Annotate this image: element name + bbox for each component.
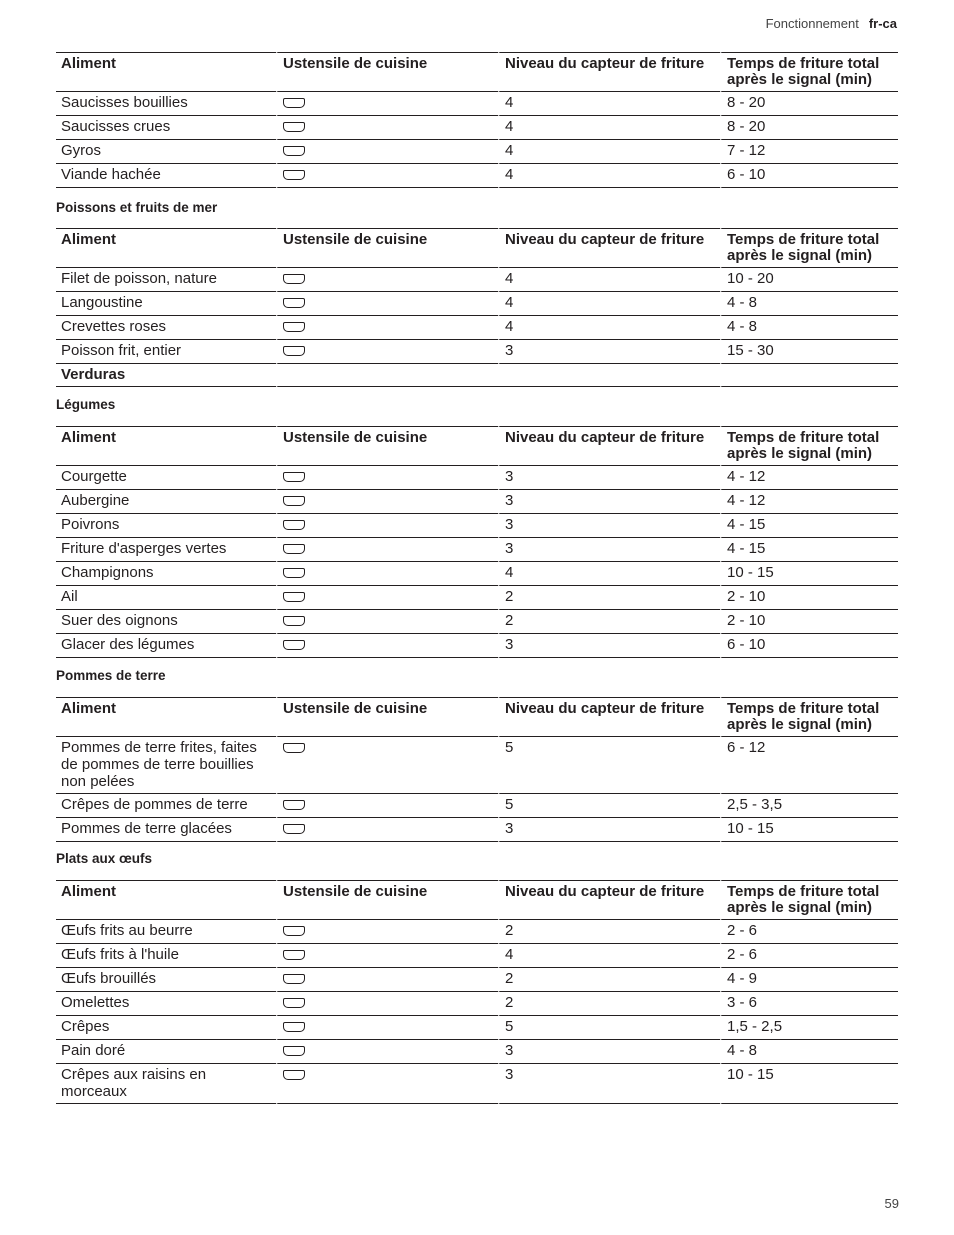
sensor-level-cell: 3: [498, 1040, 720, 1064]
column-header-time: Temps de friture total après le signal (min): [720, 228, 898, 268]
utensil-cell: [276, 490, 498, 514]
frying-time-cell: 6 - 10: [720, 634, 898, 658]
sensor-level-cell: 2: [498, 586, 720, 610]
sensor-level-cell: 4: [498, 562, 720, 586]
table-row: [56, 1064, 898, 1104]
food-cell: Gyros: [56, 140, 276, 164]
frying-pan-icon: [283, 568, 305, 578]
frying-pan-icon: [283, 592, 305, 602]
food-cell: Crêpes de pommes de terre: [56, 794, 276, 818]
column-header-time: Temps de friture total après le signal (min): [720, 426, 898, 466]
sensor-level-cell: 2: [498, 992, 720, 1016]
table-row: [56, 1040, 898, 1064]
column-header-food: Aliment: [56, 426, 276, 466]
section-title: Poissons et fruits de mer: [56, 200, 218, 215]
sensor-level-cell: 3: [498, 466, 720, 490]
column-header-level: Niveau du capteur de friture: [498, 880, 720, 920]
utensil-cell: [276, 466, 498, 490]
food-cell: Saucisses bouillies: [56, 92, 276, 116]
frying-pan-icon: [283, 998, 305, 1008]
utensil-cell: [276, 340, 498, 364]
frying-pan-icon: [283, 950, 305, 960]
column-header-utensil: Ustensile de cuisine: [276, 880, 498, 920]
column-header-level: Niveau du capteur de friture: [498, 426, 720, 466]
food-cell: Viande hachée: [56, 164, 276, 188]
food-cell: Pommes de terre glacées: [56, 818, 276, 842]
table-row: [56, 1016, 898, 1040]
table-subhead-row: [56, 364, 898, 387]
sensor-level-cell: 3: [498, 634, 720, 658]
table-row: [56, 586, 898, 610]
utensil-cell: [276, 292, 498, 316]
section-title: Pommes de terre: [56, 668, 166, 683]
utensil-cell: [276, 992, 498, 1016]
frying-pan-icon: [283, 616, 305, 626]
utensil-cell: [276, 562, 498, 586]
column-header-time: Temps de friture total après le signal (min): [720, 697, 898, 737]
utensil-cell: [276, 1064, 498, 1104]
frying-time-cell: 2,5 - 3,5: [720, 794, 898, 818]
column-header-food: Aliment: [56, 880, 276, 920]
food-cell: Pommes de terre frites, faites de pommes de terre bouillies non pelées: [56, 737, 276, 794]
sensor-level-cell: 3: [498, 490, 720, 514]
utensil-cell: [276, 164, 498, 188]
cooking-table: [56, 228, 898, 387]
sensor-level-cell: 4: [498, 316, 720, 340]
cooking-table: [56, 52, 898, 188]
frying-time-cell: 2 - 10: [720, 586, 898, 610]
food-cell: Crevettes roses: [56, 316, 276, 340]
cooking-table: [56, 426, 898, 658]
frying-pan-icon: [283, 974, 305, 984]
sensor-level-cell: 3: [498, 818, 720, 842]
section-title: Plats aux œufs: [56, 851, 153, 866]
table-header-row: [56, 880, 898, 920]
frying-pan-icon: [283, 1022, 305, 1032]
frying-time-cell: 10 - 20: [720, 268, 898, 292]
utensil-cell: [276, 116, 498, 140]
utensil-cell: [276, 944, 498, 968]
food-cell: Œufs frits au beurre: [56, 920, 276, 944]
frying-time-cell: 10 - 15: [720, 1064, 898, 1104]
table-row: [56, 634, 898, 658]
column-header-utensil: Ustensile de cuisine: [276, 426, 498, 466]
sensor-level-cell: 5: [498, 1016, 720, 1040]
frying-pan-icon: [283, 472, 305, 482]
sensor-level-cell: 4: [498, 164, 720, 188]
frying-pan-icon: [283, 170, 305, 180]
table-row: [56, 268, 898, 292]
frying-pan-icon: [283, 346, 305, 356]
table-header-row: [56, 697, 898, 737]
sensor-level-cell: 4: [498, 292, 720, 316]
frying-pan-icon: [283, 146, 305, 156]
food-cell: Crêpes: [56, 1016, 276, 1040]
frying-time-cell: 2 - 6: [720, 920, 898, 944]
frying-time-cell: 2 - 10: [720, 610, 898, 634]
frying-time-cell: 4 - 8: [720, 316, 898, 340]
utensil-cell: [276, 538, 498, 562]
column-header-time: Temps de friture total après le signal (min): [720, 52, 898, 92]
sensor-level-cell: 3: [498, 514, 720, 538]
sensor-level-cell: 4: [498, 92, 720, 116]
food-cell: Langoustine: [56, 292, 276, 316]
frying-time-cell: 7 - 12: [720, 140, 898, 164]
column-header-utensil: Ustensile de cuisine: [276, 228, 498, 268]
table-row: [56, 116, 898, 140]
food-cell: Pain doré: [56, 1040, 276, 1064]
frying-time-cell: 15 - 30: [720, 340, 898, 364]
table-row: [56, 466, 898, 490]
utensil-cell: [276, 1016, 498, 1040]
frying-time-cell: 8 - 20: [720, 116, 898, 140]
utensil-cell: [276, 968, 498, 992]
utensil-cell: [276, 92, 498, 116]
column-header-level: Niveau du capteur de friture: [498, 228, 720, 268]
page-number: 59: [884, 1196, 899, 1211]
frying-pan-icon: [283, 1070, 305, 1080]
cooking-table: [56, 697, 898, 842]
food-cell: Courgette: [56, 466, 276, 490]
column-header-time: Temps de friture total après le signal (min): [720, 880, 898, 920]
frying-time-cell: 4 - 12: [720, 490, 898, 514]
utensil-cell: [276, 316, 498, 340]
frying-pan-icon: [283, 496, 305, 506]
frying-time-cell: 10 - 15: [720, 818, 898, 842]
food-cell: Aubergine: [56, 490, 276, 514]
section-title: Légumes: [56, 397, 116, 412]
frying-time-cell: 4 - 15: [720, 514, 898, 538]
utensil-cell: [276, 514, 498, 538]
frying-time-cell: 10 - 15: [720, 562, 898, 586]
table-row: [56, 92, 898, 116]
table-row: [56, 490, 898, 514]
column-header-food: Aliment: [56, 697, 276, 737]
sensor-level-cell: 2: [498, 610, 720, 634]
food-cell: Saucisses crues: [56, 116, 276, 140]
table-row: [56, 164, 898, 188]
utensil-cell: [276, 794, 498, 818]
food-cell: Friture d'asperges vertes: [56, 538, 276, 562]
table-row: [56, 944, 898, 968]
food-cell: Crêpes aux raisins en morceaux: [56, 1064, 276, 1104]
frying-time-cell: 4 - 12: [720, 466, 898, 490]
frying-time-cell: 4 - 8: [720, 292, 898, 316]
sensor-level-cell: 3: [498, 340, 720, 364]
column-header-utensil: Ustensile de cuisine: [276, 52, 498, 92]
column-header-level: Niveau du capteur de friture: [498, 52, 720, 92]
subhead-label: Verduras: [56, 364, 276, 387]
food-cell: Glacer des légumes: [56, 634, 276, 658]
header-section: Fonctionnement: [765, 16, 859, 31]
frying-pan-icon: [283, 322, 305, 332]
column-header-level: Niveau du capteur de friture: [498, 697, 720, 737]
food-cell: Poisson frit, entier: [56, 340, 276, 364]
food-cell: Filet de poisson, nature: [56, 268, 276, 292]
column-header-food: Aliment: [56, 52, 276, 92]
table-header-row: [56, 426, 898, 466]
food-cell: Suer des oignons: [56, 610, 276, 634]
food-cell: Œufs frits à l'huile: [56, 944, 276, 968]
frying-time-cell: 4 - 8: [720, 1040, 898, 1064]
page-header: [766, 16, 897, 31]
table-row: [56, 514, 898, 538]
table-row: [56, 818, 898, 842]
frying-time-cell: 3 - 6: [720, 992, 898, 1016]
frying-time-cell: 1,5 - 2,5: [720, 1016, 898, 1040]
frying-pan-icon: [283, 544, 305, 554]
column-header-food: Aliment: [56, 228, 276, 268]
table-row: [56, 968, 898, 992]
sensor-level-cell: 5: [498, 737, 720, 794]
utensil-cell: [276, 586, 498, 610]
frying-pan-icon: [283, 824, 305, 834]
frying-pan-icon: [283, 800, 305, 810]
sensor-level-cell: 4: [498, 140, 720, 164]
frying-pan-icon: [283, 743, 305, 753]
food-cell: Poivrons: [56, 514, 276, 538]
header-lang: fr-ca: [868, 16, 897, 31]
frying-pan-icon: [283, 122, 305, 132]
table-row: [56, 538, 898, 562]
utensil-cell: [276, 818, 498, 842]
frying-pan-icon: [283, 98, 305, 108]
subhead-spacer: [720, 364, 898, 387]
sensor-level-cell: 5: [498, 794, 720, 818]
frying-time-cell: 6 - 12: [720, 737, 898, 794]
subhead-spacer: [276, 364, 720, 387]
utensil-cell: [276, 140, 498, 164]
table-row: [56, 794, 898, 818]
table-header-row: [56, 52, 898, 92]
sensor-level-cell: 2: [498, 920, 720, 944]
frying-pan-icon: [283, 926, 305, 936]
table-row: [56, 992, 898, 1016]
utensil-cell: [276, 920, 498, 944]
frying-time-cell: 4 - 9: [720, 968, 898, 992]
table-row: [56, 316, 898, 340]
frying-pan-icon: [283, 1046, 305, 1056]
food-cell: Champignons: [56, 562, 276, 586]
frying-pan-icon: [283, 274, 305, 284]
table-header-row: [56, 228, 898, 268]
table-row: [56, 920, 898, 944]
table-row: [56, 140, 898, 164]
table-row: [56, 292, 898, 316]
table-row: [56, 737, 898, 794]
table-row: [56, 340, 898, 364]
food-cell: Ail: [56, 586, 276, 610]
utensil-cell: [276, 1040, 498, 1064]
sensor-level-cell: 4: [498, 116, 720, 140]
food-cell: Omelettes: [56, 992, 276, 1016]
utensil-cell: [276, 610, 498, 634]
frying-pan-icon: [283, 298, 305, 308]
utensil-cell: [276, 268, 498, 292]
utensil-cell: [276, 634, 498, 658]
column-header-utensil: Ustensile de cuisine: [276, 697, 498, 737]
cooking-table: [56, 880, 898, 1104]
sensor-level-cell: 4: [498, 268, 720, 292]
frying-pan-icon: [283, 520, 305, 530]
frying-time-cell: 2 - 6: [720, 944, 898, 968]
food-cell: Œufs brouillés: [56, 968, 276, 992]
frying-time-cell: 4 - 15: [720, 538, 898, 562]
utensil-cell: [276, 737, 498, 794]
sensor-level-cell: 3: [498, 1064, 720, 1104]
sensor-level-cell: 4: [498, 944, 720, 968]
table-row: [56, 610, 898, 634]
table-row: [56, 562, 898, 586]
frying-time-cell: 8 - 20: [720, 92, 898, 116]
sensor-level-cell: 2: [498, 968, 720, 992]
frying-time-cell: 6 - 10: [720, 164, 898, 188]
frying-pan-icon: [283, 640, 305, 650]
sensor-level-cell: 3: [498, 538, 720, 562]
